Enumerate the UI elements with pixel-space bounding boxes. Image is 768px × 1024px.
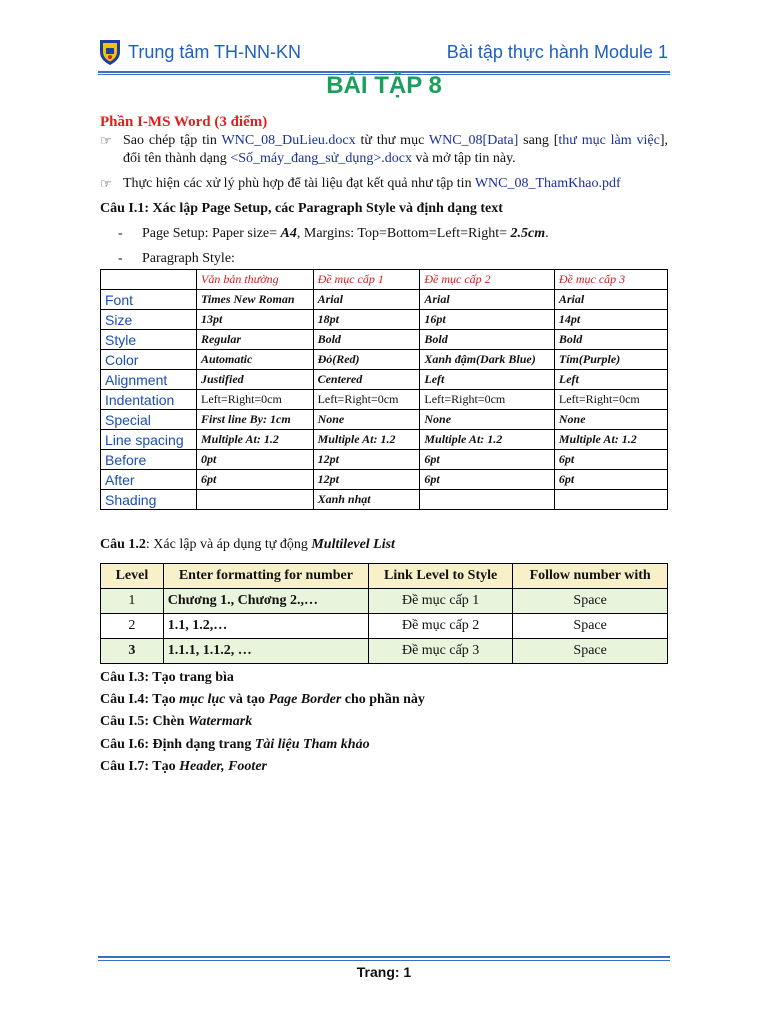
multilevel-header-cell: Link Level to Style (369, 564, 513, 589)
paper-size: A4 (280, 226, 297, 241)
style-table-row (101, 330, 668, 350)
question-4: Câu I.4: Tạo mục lục và tạo Page Border cho phần này (100, 692, 425, 707)
source-folder-name: WNC_08[Data] (428, 133, 519, 148)
style-value-cell: Multiple At: 1.2 (313, 430, 420, 450)
style-value-cell: Arial (420, 290, 555, 310)
style-table-row (101, 430, 668, 450)
style-value-cell: Bold (313, 330, 420, 350)
bullet-reference (100, 175, 668, 193)
style-table-row (101, 310, 668, 330)
style-value-cell: Xanh đậm(Dark Blue) (420, 350, 555, 370)
page-title: BÀI TẬP 8 (326, 72, 442, 99)
style-table-header-cell: Văn bản thường (196, 270, 313, 290)
header-org-name: Trung tâm TH-NN-KN (128, 42, 302, 62)
style-value-cell (554, 490, 667, 510)
multilevel-list-table (100, 563, 668, 664)
question-2 (100, 536, 395, 554)
multilevel-header-row (101, 564, 668, 589)
multilevel-header-cell: Level (101, 564, 164, 589)
style-value-cell: Justified (196, 370, 313, 390)
style-value-cell: Left (554, 370, 667, 390)
paragraph-style-label: Paragraph Style: (142, 251, 235, 266)
style-value-cell: Bold (420, 330, 555, 350)
multilevel-row (101, 589, 668, 614)
style-property-label: Line spacing (101, 430, 197, 450)
page-setup-text-2: , Margins: Top=Bottom=Left=Right= (296, 226, 511, 241)
style-value-cell: 6pt (554, 470, 667, 490)
style-table-row (101, 410, 668, 430)
multilevel-header-cell: Enter formatting for number (163, 564, 368, 589)
multilevel-cell: 2 (101, 614, 164, 639)
style-value-cell (196, 490, 313, 510)
style-table-row (101, 290, 668, 310)
multilevel-cell: 1 (101, 589, 164, 614)
question-7: Câu I.7: Tạo Header, Footer (100, 759, 267, 774)
style-value-cell (420, 490, 555, 510)
style-value-cell: None (554, 410, 667, 430)
pointing-hand-icon: ☞ (100, 133, 112, 148)
style-value-cell: 14pt (554, 310, 667, 330)
style-table-header-cell: Đề mục cấp 1 (313, 270, 420, 290)
style-value-cell: Centered (313, 370, 420, 390)
style-value-cell: 12pt (313, 450, 420, 470)
style-property-label: Alignment (101, 370, 197, 390)
multilevel-cell: 3 (101, 639, 164, 664)
style-value-cell: Left=Right=0cm (420, 390, 555, 410)
style-table-row (101, 370, 668, 390)
question-1-text: : Xác lập Page Setup, các Paragraph Style và định dạng text (144, 201, 503, 216)
style-property-label: Shading (101, 490, 197, 510)
style-value-cell: Arial (554, 290, 667, 310)
style-value-cell: Left=Right=0cm (196, 390, 313, 410)
bullet2-text: Thực hiện các xử lý phù hợp để tài liệu đạt kết quả như tập tin (123, 176, 475, 191)
multilevel-cell: Space (513, 589, 668, 614)
bullet1-text-1: Sao chép tập tin (123, 133, 222, 148)
style-value-cell: Automatic (196, 350, 313, 370)
style-table-row (101, 470, 668, 490)
style-value-cell: 6pt (420, 450, 555, 470)
style-property-label: After (101, 470, 197, 490)
university-shield-logo (98, 38, 122, 66)
style-value-cell: Tím(Purple) (554, 350, 667, 370)
style-value-cell: Regular (196, 330, 313, 350)
style-property-label: Size (101, 310, 197, 330)
footer-divider-thin (98, 960, 670, 961)
page-setup-text-1: Page Setup: Paper size= (142, 226, 281, 241)
style-value-cell: Multiple At: 1.2 (196, 430, 313, 450)
page-number: Trang: 1 (356, 964, 412, 980)
style-property-label: Indentation (101, 390, 197, 410)
multilevel-cell: Đề mục cấp 1 (369, 589, 513, 614)
style-table-header-cell: Đề mục cấp 2 (420, 270, 555, 290)
question-2-label: Câu 1.2 (100, 537, 146, 552)
multilevel-cell: Space (513, 614, 668, 639)
question-2-text: : Xác lập và áp dụng tự động (145, 537, 312, 552)
question-1 (100, 200, 503, 218)
style-value-cell: 6pt (196, 470, 313, 490)
style-value-cell: Arial (313, 290, 420, 310)
multilevel-row (101, 639, 668, 664)
pointing-hand-icon: ☞ (100, 176, 112, 191)
multilevel-cell: Đề mục cấp 2 (369, 614, 513, 639)
page-header (98, 38, 670, 70)
style-value-cell: Left (420, 370, 555, 390)
style-property-label: Style (101, 330, 197, 350)
question-5: Câu I.5: Chèn Watermark (100, 714, 253, 729)
margin-value: 2.5cm (510, 226, 546, 241)
style-value-cell: 12pt (313, 470, 420, 490)
new-file-name: <Số_máy_đang_sử_dụng>.docx (230, 151, 412, 166)
bullet1-text-2: từ thư mục (355, 133, 429, 148)
reference-file-name: WNC_08_ThamKhao.pdf (474, 176, 621, 191)
bullet-copy-file (100, 132, 668, 168)
bullet1-text-4: ], đổi tên thành dạng (123, 133, 668, 166)
question-2-emphasis: Multilevel List (311, 537, 395, 552)
multilevel-cell: Đề mục cấp 3 (369, 639, 513, 664)
style-value-cell: Multiple At: 1.2 (554, 430, 667, 450)
style-value-cell: None (313, 410, 420, 430)
style-value-cell: 0pt (196, 450, 313, 470)
style-value-cell: 6pt (554, 450, 667, 470)
bullet1-text-3: sang [ (518, 133, 559, 148)
style-value-cell: Xanh nhạt (313, 490, 420, 510)
page-setup-line: - Page Setup: Paper size= A4, Margins: Top=Bottom=Left=Right= 2.5cm. (118, 226, 549, 241)
style-value-cell: Left=Right=0cm (554, 390, 667, 410)
style-table-row (101, 350, 668, 370)
style-value-cell: Left=Right=0cm (313, 390, 420, 410)
question-1-label: Câu I.1 (100, 201, 145, 216)
style-value-cell: Đỏ(Red) (313, 350, 420, 370)
footer-divider (98, 956, 670, 958)
header-module-title: Bài tập thực hành Module 1 (446, 42, 668, 62)
style-value-cell: 13pt (196, 310, 313, 330)
style-table-header-cell (101, 270, 197, 290)
style-property-label: Special (101, 410, 197, 430)
bullet1-text-5: và mở tập tin này. (411, 151, 516, 166)
target-folder: thư mục làm việc (558, 133, 660, 148)
style-property-label: Font (101, 290, 197, 310)
style-value-cell: First line By: 1cm (196, 410, 313, 430)
style-table-row (101, 390, 668, 410)
style-value-cell: 18pt (313, 310, 420, 330)
style-property-label: Before (101, 450, 197, 470)
multilevel-cell: 1.1.1, 1.1.2, … (163, 639, 368, 664)
style-table-header-row (101, 270, 668, 290)
multilevel-cell: 1.1, 1.2,… (163, 614, 368, 639)
paragraph-style-line: - Paragraph Style: (118, 251, 235, 266)
multilevel-cell: Chương 1., Chương 2.,… (163, 589, 368, 614)
style-property-label: Color (101, 350, 197, 370)
style-value-cell: 6pt (420, 470, 555, 490)
section-heading: Phần I-MS Word (3 điểm) (100, 114, 268, 130)
style-table-row (101, 490, 668, 510)
style-table-header-cell: Đề mục cấp 3 (554, 270, 667, 290)
style-value-cell: Times New Roman (196, 290, 313, 310)
style-value-cell: Bold (554, 330, 667, 350)
multilevel-header-cell: Follow number with (513, 564, 668, 589)
question-3: Câu I.3: Tạo trang bìa (100, 670, 234, 685)
style-value-cell: None (420, 410, 555, 430)
question-6: Câu I.6: Định dạng trang Tài liệu Tham khảo (100, 737, 370, 752)
multilevel-row (101, 614, 668, 639)
style-table-row (101, 450, 668, 470)
source-file-name: WNC_08_DuLieu.docx (221, 133, 356, 148)
style-value-cell: Multiple At: 1.2 (420, 430, 555, 450)
style-value-cell: 16pt (420, 310, 555, 330)
multilevel-cell: Space (513, 639, 668, 664)
paragraph-style-table (100, 269, 668, 510)
